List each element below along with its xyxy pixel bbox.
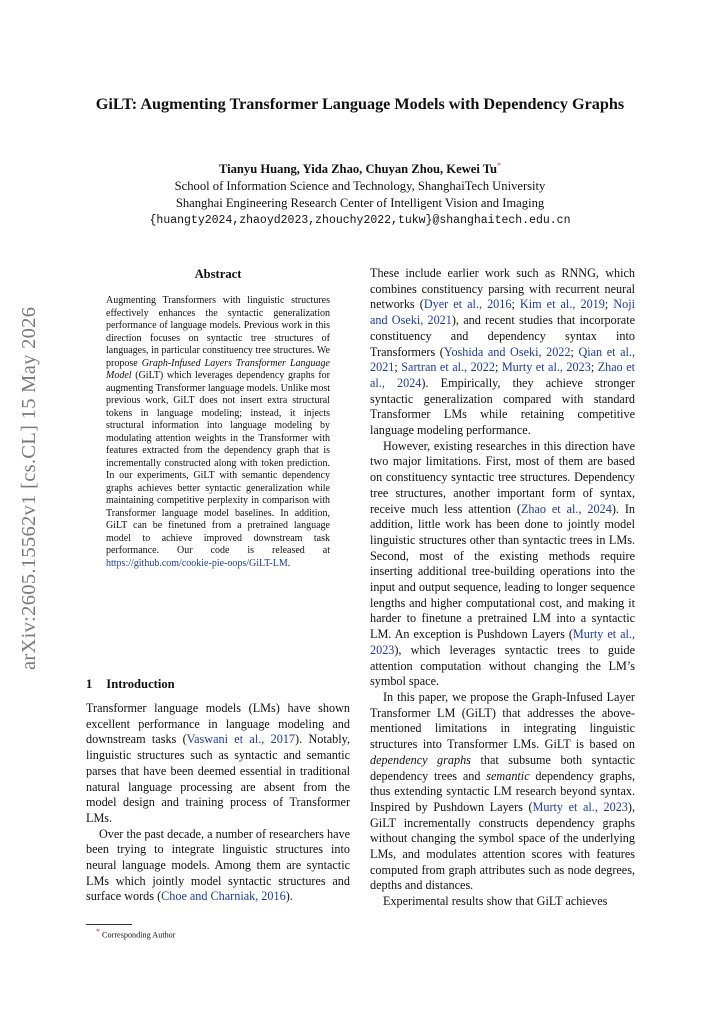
text-run: Over the past decade, a number of researchers have been trying to integrate linguistic structures into neural language models. Among them are syntactic LMs which jointly model syntactic structures and surface words ( <box>86 826 350 904</box>
text-run: ). <box>285 889 293 904</box>
text-run: that subsume both syntactic dependency trees and <box>370 752 635 783</box>
text-run: dependency graphs, thus extending syntactic LM research beyond syntax. Inspired by Pushdown Layers ( <box>370 768 635 814</box>
citation-link[interactable]: Murty et al., 2023 <box>501 360 591 375</box>
right-paragraph-1: These include earlier work such as RNNG, which combines constituency parsing with recurrent neural networks (Dyer et al., 2016; Kim et al., 2019; Noji and Oseki, 2021), and recent studies that incorporate constituency and dependency syntax into Transformers (Yoshida and Oseki, 2022; Qian et al., 2021; Sartran et al., 2022; Murty et al., 2023; Zhao et al., 2024). Empirically, they achieve stronger syntactic generalization compared with standard Transformer LMs while retaining competitive language modeling performance. <box>370 266 636 438</box>
author-line <box>80 157 640 178</box>
corresponding-mark: * <box>497 161 502 170</box>
citation-link[interactable]: Murty et al., 2023 <box>370 627 635 657</box>
citation-link[interactable]: Yoshida and Oseki, 2022 <box>443 344 571 359</box>
text-run: ). In addition, little work has been done to jointly model linguistic structures other than syntactic trees in LMs. Second, most of the existing methods require inserting additional tree-building operations into the input and output sequence, leading to longer sequence lengths and higher computational cost, and making it harder to finetune a pretrained LM into a syntactic LM. An exception is Pushdown Layers ( <box>370 501 635 642</box>
intro-paragraph-1 <box>86 701 350 827</box>
text-run: Transformer language models (LMs) have shown excellent performance in language modeling and downstream tasks ( <box>86 701 350 747</box>
author-names: Tianyu Huang, Yida Zhao, Chuyan Zhou, Kewei Tu <box>218 162 498 177</box>
right-paragraph-2 <box>370 439 635 690</box>
abstract-model-name: Graph-Infused Layers Transformer Language Model <box>106 357 330 381</box>
citation-link[interactable]: Zhao et al., 2024 <box>370 360 636 390</box>
code-link[interactable]: https://github.com/cookie-pie-oops/GiLT-LM <box>106 557 288 569</box>
text-run: ). Empirically, they achieve stronger syntactic generalization compared with standard Transformer LMs while retaining competitive language modeling performance. <box>370 375 635 438</box>
paper-title: GiLT: Augmenting Transformer Language Models with Dependency Graphs <box>95 95 625 113</box>
abstract-heading: Abstract <box>194 267 242 281</box>
text-run: ), and recent studies that incorporate constituency and dependency syntax into Transformers ( <box>370 313 636 359</box>
citation-link[interactable]: Choe and Charniak, 2016 <box>161 889 286 904</box>
citation-link[interactable]: Vaswani et al., 2017 <box>186 732 296 747</box>
text-run: ), which leverages syntactic trees to guide attention computation without changing the LM’s symbol space. <box>370 642 635 689</box>
author-block <box>80 157 640 229</box>
arxiv-stamp: arXiv:2605.15562v1 [cs.CL] 15 May 2026 <box>18 306 40 670</box>
abstract-text-part: Augmenting Transformers with linguistic structures effectively enhances the syntactic generalization performance of language models. Previous work in this direction focuses on syntactic tree structures of languages, in particular constituency tree structures. We propose <box>106 295 330 369</box>
text-run: ), GiLT incrementally constructs dependency graphs without changing the symbol space of the underlying LMs, and modulates attention scores with features computed from graph attributes such as node degrees, depths and distances. <box>370 799 635 893</box>
text-run: However, existing researches in this direction have two major limitations. First, most of them are based on constituency syntactic tree structures. Dependency tree structures, another important form of syntax, receive much less attention ( <box>370 438 635 516</box>
citation-link[interactable]: Sartran et al., 2022 <box>401 360 495 375</box>
text-run: In this paper, we propose the Graph-Infused Layer Transformer LM (GiLT) that addresses the above-mentioned limitations in integrating linguistic structures into Transformer LMs. GiLT is based on <box>370 689 635 752</box>
text-run: ). Notably, linguistic structures such as syntactic and semantic parses that have been deemed essential in traditional natural language processing are absent from the model design and training process of Transformer LMs. <box>86 732 350 825</box>
citation-link[interactable]: Qian et al., 2021 <box>370 344 635 375</box>
footnote <box>96 927 176 940</box>
right-paragraph-4: Experimental results show that GiLT achieves <box>383 894 608 909</box>
footnote-rule <box>86 924 132 925</box>
intro-left-column <box>86 701 350 905</box>
footnote-text: Corresponding Author <box>102 930 176 940</box>
citation-link[interactable]: Zhao et al., 2024 <box>520 501 612 516</box>
emphasis: semantic <box>486 768 530 783</box>
abstract-text-end: . <box>287 557 291 569</box>
section-title: Introduction <box>106 677 175 691</box>
footnote-mark: * <box>96 927 100 936</box>
intro-right-column <box>370 266 635 910</box>
section-number: 1 <box>86 677 93 691</box>
right-paragraph-3 <box>370 690 635 894</box>
emphasis: dependency graphs <box>370 752 471 767</box>
author-emails: {huangty2024,zhaoyd2023,zhouchy2022,tukw}@shanghaitech.edu.cn <box>149 214 571 228</box>
affiliation-1: School of Information Science and Technology, ShanghaiTech University <box>174 179 546 194</box>
abstract-text-part: (GiLT) which leverages dependency graphs for augmenting Transformer language models. Unlike most previous work, GiLT does not insert extra structural tokens in language modeling; instead, it injects structural information into language modeling by modulating attention weights in the Transformer with features extracted from the dependency graph that is incrementally constructed along with token prediction. In our experiments, GiLT with semantic dependency graphs achieves better syntactic generalization while maintaining competitive perplexity in comparison with Transformer language model baselines. In addition, GiLT can be finetuned from a pretrained language model to achieve improved downstream task performance. Our code is released at <box>106 370 330 556</box>
section-heading-introduction <box>86 677 175 692</box>
text-run: These include earlier work such as RNNG, which combines constituency parsing with recurrent neural networks ( <box>370 266 635 312</box>
citation-link[interactable]: Murty et al., 2023 <box>532 799 628 814</box>
citation-link[interactable]: Kim et al., 2019 <box>519 297 605 312</box>
citation-link[interactable]: Dyer et al., 2016 <box>423 297 512 312</box>
intro-paragraph-2 <box>86 827 350 906</box>
citation-link[interactable]: Noji and Oseki, 2021 <box>370 297 635 328</box>
affiliation-2: Shanghai Engineering Research Center of Intelligent Vision and Imaging <box>175 196 545 211</box>
abstract-body <box>106 295 330 570</box>
